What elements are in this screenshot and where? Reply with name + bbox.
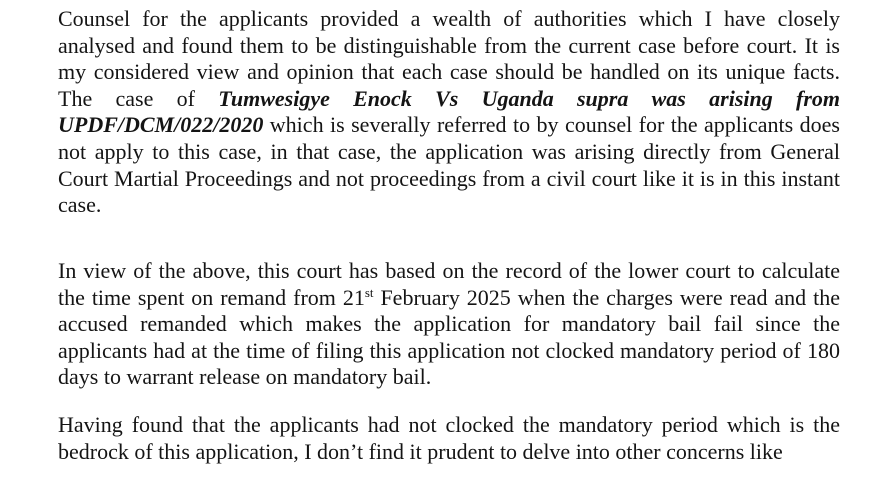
text-run: February 2025 when the charges were read and the accused remanded which makes the application for mandatory bail fail since the applicants had at the time of filing this application not clocked mandatory period of 180 days to warrant release on mandatory bail. (58, 284, 840, 390)
paragraph-authorities (58, 6, 840, 219)
case-citation: Tumwesigye Enock Vs Uganda supra was arising from UPDF/DCM/022/2020 (58, 85, 841, 138)
paragraph-conclusion (58, 412, 840, 465)
text-run: In view of the above, this court has based on the record of the lower court to calculate the time spent on remand from 21 (58, 258, 840, 310)
text-run: which is severally referred to by counsel for the applicants does not apply to this case, in that case, the application was arising directly from General Court Martial Proceedings and not proceedings from a civil court like it is in this instant case. (58, 112, 840, 218)
text-run: Having found that the applicants had not clocked the mandatory period which is the bedrock of this application, I don’t find it prudent to delve into other concerns like (58, 412, 840, 464)
paragraph-remand-calculation (58, 258, 840, 391)
ordinal-superscript: st (364, 284, 374, 300)
text-run: Counsel for the applicants provided a wealth of authorities which I have closely analysed and found them to be distinguishable from the current case before court. It is my considered view and opinion that each case should be handled on its unique facts. The case of (58, 6, 840, 111)
